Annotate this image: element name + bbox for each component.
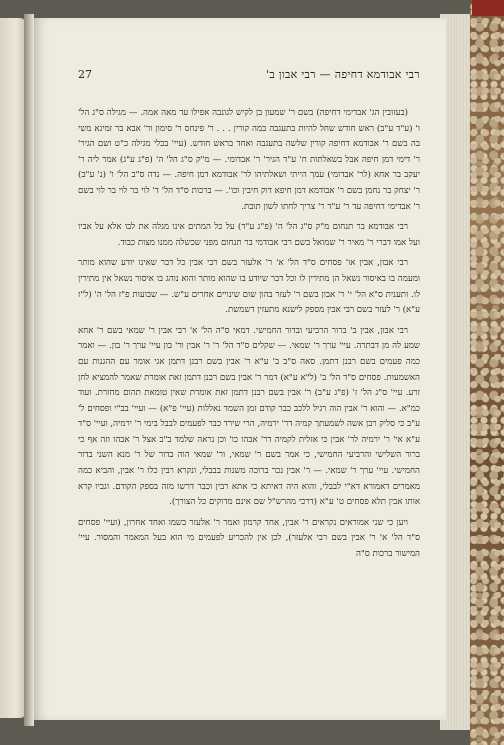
page-number: 27 [78, 68, 92, 81]
book-page [34, 18, 446, 720]
paragraph: רבי אבון, אבין ב' ברור הרביעי ובדור החמישי. דמאי ס"ה הל' א' רבי אבין ר' שמאי בשם ר' אחא שמע לה מן דבתרה. עיי' ערך ר' שמאי. — שקלים ס"ד הל' ר' ר' אבין ור' בון עיי' ערך ר' בון. — ואמר כמה פעמים בשם רבנן דתמן. סאה ס"ב ב' ע"א ר' אבין בשם רבנן דתמן אגי אומר עם ההגנות עם האשמעות. פסחים ס"ד הל' ב' (ל"א ע"א) דמר ר' אבין בשם רבנן דתמן זאת אומרת שאמר להמציא לחן זרע. עיי' ס"ג הל' ז' (פ"ג ע"ב) ר' אבין בשם רבנן דתמן זאת אומרת שאין טומאת תהום מחזרת. ועוד כמ"א. — והוא ר' אבין הוה רגיל ללכב כבר קודם זמן השמד נאללות (עיי' פ"א) — ועיי' בב"י ופסחים ל' ע"ב כי סליק רבן אשה לשמעתך קמיה דר' ירמיה, הרי שירד כבר לפעמים לבבל בימי ר' ירמיה, ועיי' ס"ד ע"א אי' ר' ירמיה לר' אבין כי אזלית לקמיה דר' אבהו כו' וכן נראה שלמד ב"ב אצל ר' אבהו וזה אף כי ברור השלישי והרביעי החמישי, כי אמר בשם ר' שמאי, ור' שמאי הוה בדור של ר' מנא השני בדור החמישי. עיי' ערך ר' שמאי. — ר' אבין נכר ברוכה משנות בבבלי, ונקרא רבין כלו ר' אבין, והביא כמה מאמרים דאמורא דא"י לבבלי, והוא היה דאיתא כי אתא רבין וכבר דרשו מזה בספק הקודם. וגביו קרא אותו אבין תלא פסחים ט' ע"א (דרכי מהרש"ל שם אינם מדוקים כל הצורך). [78, 325, 420, 508]
facing-page-edge [0, 18, 26, 718]
marbled-cover [470, 4, 504, 745]
page-body [78, 106, 420, 568]
running-header: רבי אבודמא דחיפה — רבי אבון ב' [266, 68, 420, 81]
cover-corner [472, 0, 504, 16]
paragraph: רבי אבון, אבין או' פסחים ס"ד הל' א' ר' אלעזר בשם רבי אבין כל דבר שאינו יודע שהוא מותר ומעמה בו באיסור נשאל הן מתירין לו וכל דבר שיודע בו שהוא מותר והוא נוהג בו איסור נשאל אין מתירין לו. ותענית ס"א הל' י' ר' אבון בשם ר' לעזר בהון שום שינויים אחרים ע"ש. — שבועות פ"ז הל' ה' (ל"ז ע"א) ר' לעזר בשם רבי אבין מספק לישנא מתעזין דשמשת. [78, 258, 420, 316]
paragraph: ויען כי שני אמוראים נקראים ר' אבין, אחד קרמון ואמר ר' אלעזר בשמו ואחד אחרון, (ועיי' פסחים ס"ד הל' א' ר' אבין בשם רבי אלעזר), לכן אין להכריע לפעמים מי הוא בעל המאמר והמסור. עיי' המישור ברכות ס"ה [78, 517, 420, 560]
paragraph: רבי אבודמא בר תנחום מ"ק ס"ג הל' ה' (פ"ג ע"ד) על כל המתים אינו מגלה את לבו אלא על אביו ועל אמו דברי ר' מאיר ר' שמואל בשם רבי אבודמי בר תנחום מפני שכשלה ממנו מצות כבוד. [78, 222, 420, 248]
page-header [34, 68, 446, 81]
book-gutter [24, 14, 34, 726]
paragraph: (בעזובין הג' אבדימי דחיפה) בשם ר' שמעון בן לקיש לגונבה אפילו עד מאה אמה. — מגילה ס"ג הל' ו' (ע"ד ע"ב) ראש חודש שחל להיות בתעגבה במה קורין . . . ר' פינחס ר' סימון ור' אבא בר זמינא משי בה בשם ר' אבודמא דחיפה קורין שלשה בתעגבה ואחד בראש חודש. (עיי' בבלי מגילה כ"ט ושם הגיר' ר' דימי דמן חיפה אבל בשאלתות ח' ע"ד הגיר' ר' אבדומי. — מ"ק ס"ג הל' ה' (פ"ג ע"ג) אמר ליה ר' יעקב בר אחא (לר' אבדומי) עמך הייתי ושאלתיהו לר' אבודמא דמן חיפה. — נדה ס"ב הל' ו' (נ' ע"ב) ר' יצחק בר נחמן בשם ר' אבודמא דמן חיפא דוק חיבין וכו'. — ברכות ס"ד הל' ד' לוי בר לוי בר לוי בשם ר' אבדימי דחיפה עד ר' ע"ד ר' צריך לחתו לשון תובת. [78, 108, 420, 212]
